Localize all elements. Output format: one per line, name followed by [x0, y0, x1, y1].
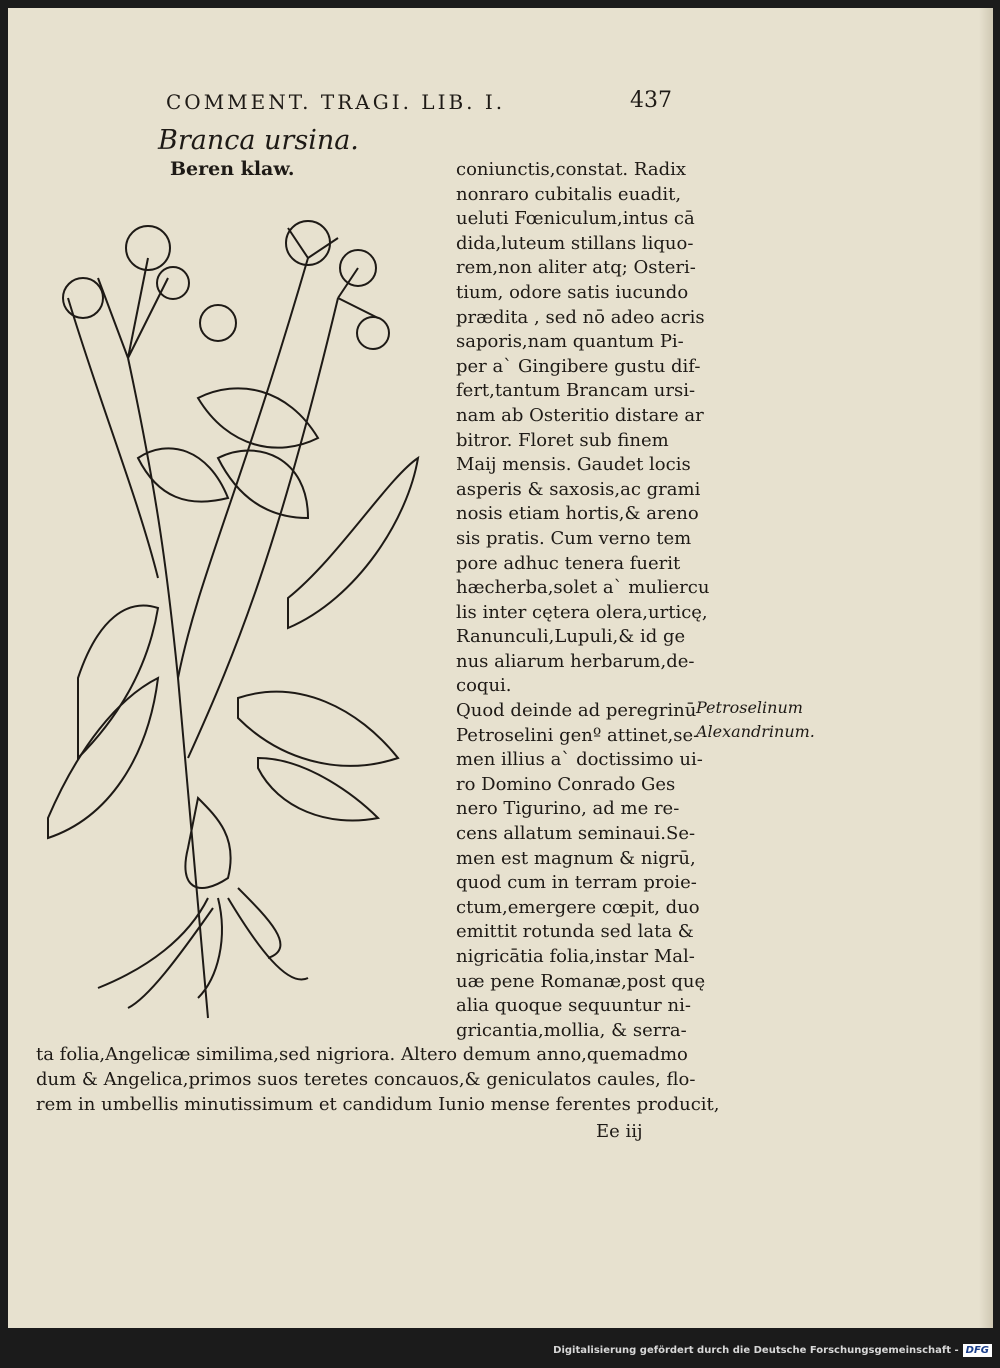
text-line: emittit rotunda sed lata & — [456, 921, 694, 943]
text-line: gricantia,mollia, & serra- — [456, 1019, 687, 1041]
text-line: nonraro cubitalis euadit, — [456, 183, 682, 205]
text-line: hæcherba,solet a` muliercu — [456, 577, 710, 599]
text-line: nus aliarum herbarum,de- — [456, 650, 695, 672]
page-number: 437 — [630, 88, 672, 113]
text-line: sis pratis. Cum verno tem — [456, 527, 692, 549]
margin-note-line: Petroselinum — [696, 698, 803, 717]
text-line: saporis,nam quantum Pi- — [456, 331, 684, 353]
text-line: lis inter cętera olera,urticę, — [456, 601, 708, 623]
text-line: fert,tantum Brancam ursi- — [456, 380, 696, 402]
text-line: Maij mensis. Gaudet locis — [456, 454, 691, 476]
text-line: rem,non aliter atq; Osteri- — [456, 257, 696, 279]
text-line: prædita , sed nō adeo acris — [456, 306, 705, 328]
text-line: asperis & saxosis,ac grami — [456, 478, 701, 500]
text-line: nosis etiam hortis,& areno — [456, 503, 699, 525]
text-line: men est magnum & nigrū, — [456, 847, 696, 869]
text-line: tium, odore satis iucundo — [456, 281, 689, 303]
text-line: coqui. — [456, 675, 512, 697]
full-width-text — [36, 1042, 719, 1117]
margin-note — [696, 696, 815, 744]
text-line: uæ pene Romanæ,post quę — [456, 970, 706, 992]
text-line: alia quoque sequuntur ni- — [456, 995, 691, 1017]
text-line: Quod deinde ad peregrinū — [456, 700, 697, 722]
text-line: coniunctis,constat. Radix — [456, 159, 687, 180]
text-line: per a` Gingibere gustu dif- — [456, 355, 701, 377]
dfg-logo: DFG — [963, 1344, 992, 1357]
text-line: pore adhuc tenera fuerit — [456, 552, 681, 574]
running-header: COMMENT. TRAGI. LIB. I. — [166, 90, 506, 114]
text-line: ueluti Fœniculum,intus cā — [456, 208, 695, 230]
text-line: ctum,emergere cœpit, duo — [456, 896, 700, 918]
text-line: bitror. Floret sub finem — [456, 429, 669, 451]
text-line: rem in umbellis minutissimum et candidum Iunio mense ferentes producit, — [36, 1094, 720, 1115]
text-line: ro Domino Conrado Ges — [456, 773, 676, 795]
text-line: ta folia,Angelicæ similima,sed nigriora. Altero demum anno,quemadmo — [36, 1044, 688, 1065]
plant-woodcut-illustration — [38, 198, 438, 1028]
text-line: nero Tigurino, ad me re- — [456, 798, 680, 820]
text-line: dum & Angelica,primos suos teretes concauos,& geniculatos caules, flo- — [36, 1069, 696, 1090]
margin-note-line: Alexandrinum. — [696, 722, 815, 741]
plant-title-german: Beren klaw. — [170, 158, 295, 180]
plant-title-latin: Branca ursina. — [158, 125, 359, 156]
text-line: men illius a` doctissimo ui- — [456, 749, 703, 771]
text-line: Petroselini genº attinet,se- — [456, 724, 700, 746]
text-line: quod cum in terram proie- — [456, 872, 697, 894]
digitization-footer — [553, 1340, 992, 1360]
text-line: dida,luteum stillans liquo- — [456, 232, 694, 254]
footer-credit: Digitalisierung gefördert durch die Deutsche Forschungsgemeinschaft - — [553, 1344, 959, 1356]
main-text-column — [456, 158, 710, 1043]
text-line: nigricātia folia,instar Mal- — [456, 946, 695, 967]
book-page — [8, 8, 993, 1328]
text-line: cens allatum seminaui.Se- — [456, 823, 696, 845]
text-line: Ranunculi,Lupuli,& id ge — [456, 626, 686, 648]
text-line: nam ab Osteritio distare ar — [456, 404, 704, 426]
signature-mark: Ee iij — [596, 1121, 643, 1142]
